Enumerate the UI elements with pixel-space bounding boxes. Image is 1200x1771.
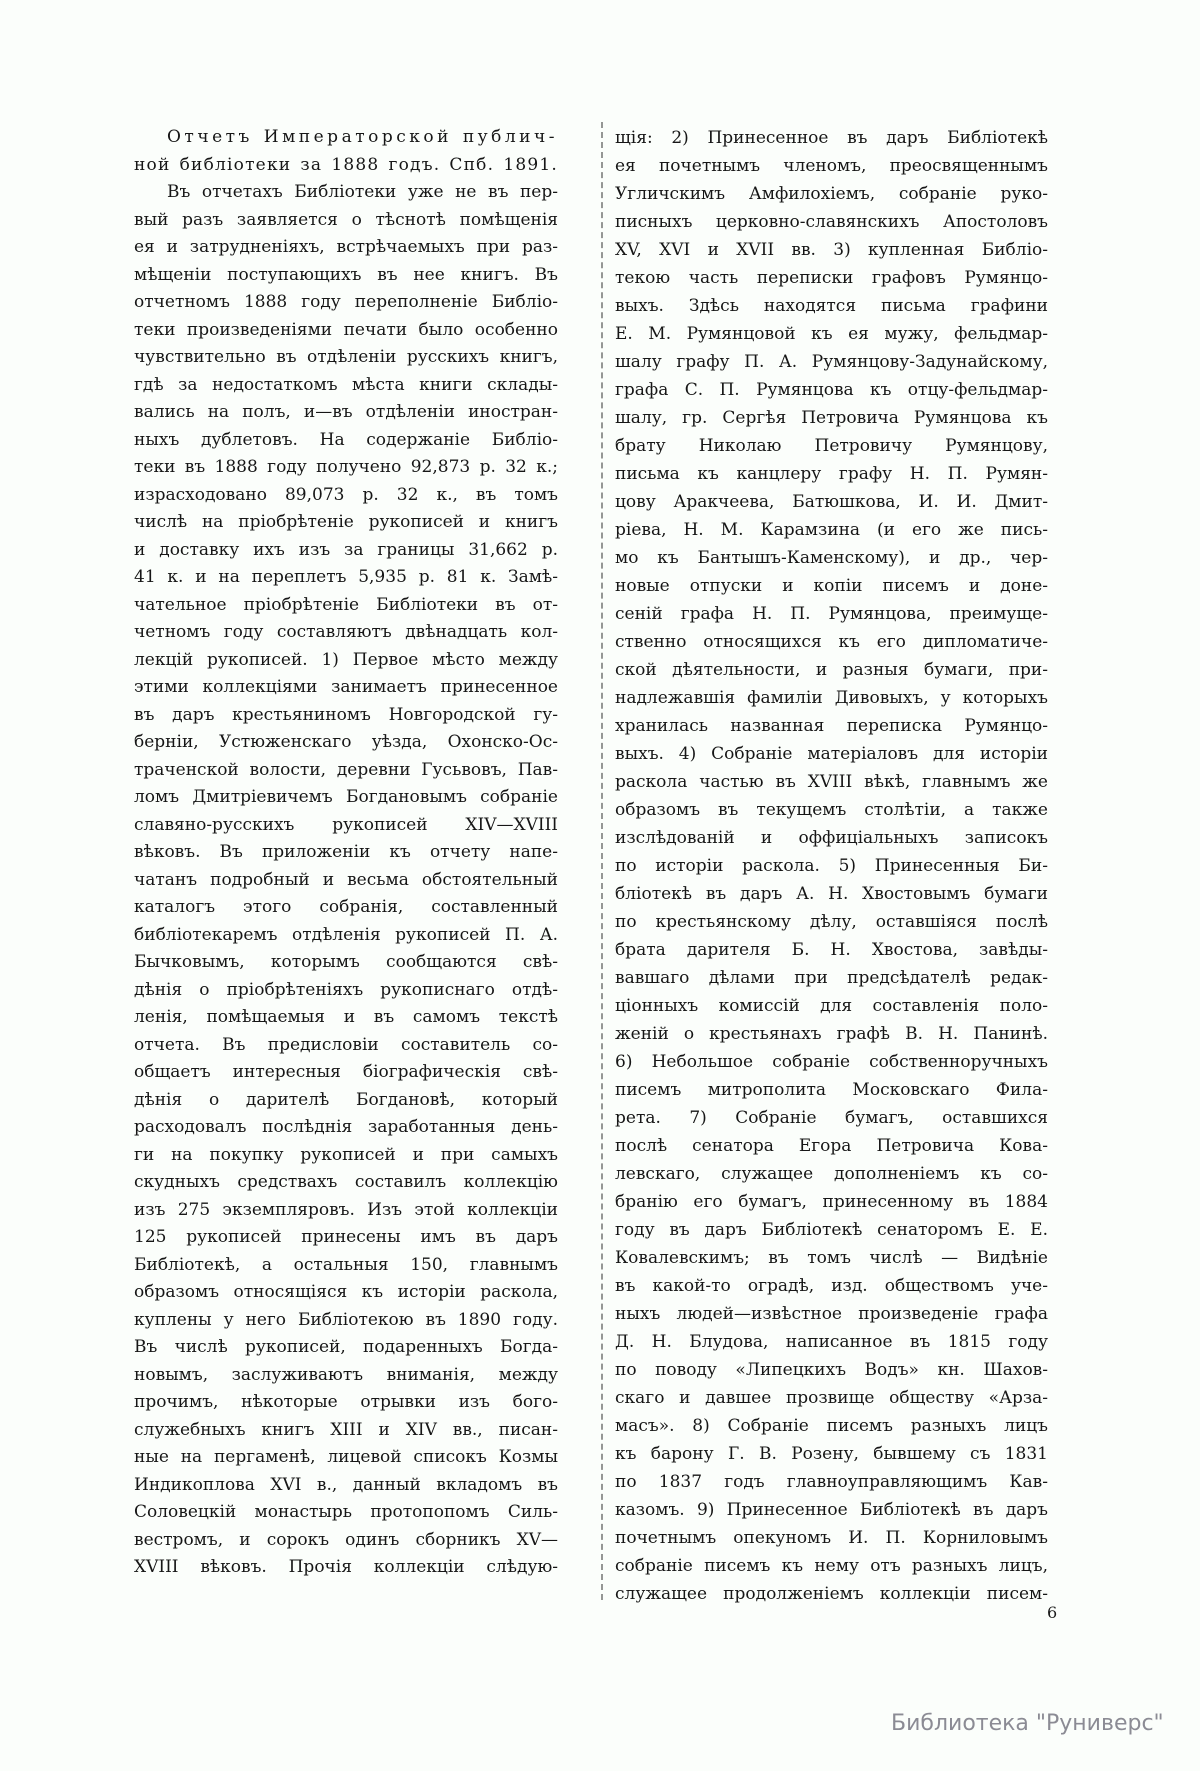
text-line: цову Аракчеева, Батюшкова, И. И. Дмит- (615, 492, 1048, 512)
text-line: каталогъ этого собранія, составленный (134, 897, 558, 917)
text-line: раскола частью въ XVIII вѣкѣ, главнымъ же (615, 772, 1048, 792)
text-line: Бычковымъ, которымъ сообщаются свѣ- (134, 952, 558, 972)
text-line: 41 к. и на переплетъ 5,935 р. 81 к. Замѣ- (134, 567, 558, 587)
text-line: 125 рукописей принесены имъ въ даръ (134, 1227, 558, 1247)
text-line: ломъ Дмитріевичемъ Богдановымъ собраніе (134, 787, 558, 807)
text-line: по крестьянскому дѣлу, оставшіяся послѣ (615, 912, 1048, 932)
text-line: хранилась названная переписка Румянцо- (615, 716, 1048, 736)
text-line: чатанъ подробный и весьма обстоятельный (134, 869, 558, 890)
text-line: общаетъ интересныя біографическія свѣ- (134, 1062, 558, 1082)
text-line: лекцій рукописей. 1) Первое мѣсто между (134, 649, 558, 670)
text-line: послѣ сенатора Егора Петровича Кова- (615, 1136, 1048, 1156)
text-line: дѣнія о дарителѣ Богдановѣ, который (134, 1089, 558, 1110)
text-line: надлежавшія фамиліи Дивовыхъ, у которыхъ (615, 688, 1048, 708)
text-line: траченской волости, деревни Гусьвовъ, Пав- (134, 759, 558, 780)
text-line: рета. 7) Собраніе бумагъ, оставшихся (615, 1108, 1048, 1128)
text-line: вались на полъ, и—въ отдѣленіи иностран- (134, 402, 558, 422)
text-line: писемъ митрополита Московскаго Фила- (615, 1080, 1048, 1100)
right-column (615, 124, 1048, 1608)
text-line: левскаго, служащее дополненіемъ къ со- (615, 1164, 1048, 1184)
text-line: дѣнія о пріобрѣтеніяхъ рукописнаго отдѣ- (134, 979, 558, 1000)
text-line: изъ 275 экземпляровъ. Изъ этой коллекціи (134, 1199, 558, 1220)
text-line: служебныхъ книгъ XIII и XIV вв., писан- (134, 1419, 558, 1440)
text-line: масъ». 8) Собраніе писемъ разныхъ лицъ (615, 1416, 1048, 1436)
text-line: ные на пергаменѣ, лицевой списокъ Козмы (134, 1447, 558, 1467)
text-line: чательное пріобрѣтеніе Библіотеки въ от- (134, 594, 558, 615)
text-line: библіотекаремъ отдѣленія рукописей П. А. (134, 924, 558, 945)
text-line: 6) Небольшое собраніе собственноручныхъ (615, 1052, 1048, 1072)
text-line: брату Николаю Петровичу Румянцову, (615, 436, 1048, 456)
text-line: и доставку ихъ изъ за границы 31,662 р. (134, 539, 558, 560)
text-line: въ даръ крестьяниномъ Новгородской гу- (134, 704, 558, 725)
text-line: куплены у него Библіотекою въ 1890 году. (134, 1309, 558, 1330)
text-line: ея и затрудненіяхъ, встрѣчаемыхъ при раз- (134, 237, 558, 257)
text-line: Ковалевскимъ; въ томъ числѣ — Видѣніе (615, 1248, 1048, 1268)
text-line: ціонныхъ комиссій для составленія поло- (615, 996, 1048, 1016)
text-line: ственно относящихся къ его дипломатиче- (615, 632, 1048, 652)
text-line: скудныхъ средствахъ составилъ коллекцію (134, 1172, 558, 1192)
text-line: вестромъ, и сорокъ одинъ сборникъ XV— (134, 1529, 558, 1550)
text-line: бліотекѣ въ даръ А. Н. Хвостовымъ бумаги (615, 884, 1048, 904)
text-line: ской дѣятельности, и разныя бумаги, при- (615, 660, 1048, 680)
signature-mark: 6 (1047, 1603, 1058, 1622)
text-line: служащее продолженіемъ коллекціи писем- (615, 1584, 1048, 1604)
article-title (134, 124, 558, 179)
text-line: письма къ канцлеру графу Н. П. Румян- (615, 464, 1048, 484)
right-column-text (615, 124, 1048, 1608)
text-line: по поводу «Липецкихъ Водъ» кн. Шахов- (615, 1360, 1048, 1380)
text-line: щія: 2) Принесенное въ даръ Библіотекѣ (615, 128, 1048, 148)
text-line: Индикоплова XVI в., данный вкладомъ въ (134, 1474, 558, 1495)
text-line: вый разъ заявляется о тѣснотѣ помѣщенія (134, 209, 558, 230)
text-line: прочимъ, нѣкоторые отрывки изъ бого- (134, 1392, 558, 1412)
text-line: Въ числѣ рукописей, подаренныхъ Богда- (134, 1337, 558, 1357)
text-line: къ барону Г. В. Розену, бывшему съ 1831 (615, 1444, 1048, 1464)
text-line: новые отпуски и копіи писемъ и доне- (615, 576, 1048, 596)
text-line: въ какой-то оградѣ, изд. обществомъ уче- (615, 1276, 1048, 1296)
text-line: ріева, Н. М. Карамзина (и его же пись- (615, 520, 1048, 540)
text-line: казомъ. 9) Принесенное Библіотекѣ въ даръ (615, 1500, 1048, 1520)
text-line: почетнымъ опекуномъ И. П. Корниловымъ (615, 1528, 1048, 1548)
text-line: новымъ, заслуживаютъ вниманія, между (134, 1364, 558, 1385)
text-line: XVIII вѣковъ. Прочія коллекціи слѣдую- (134, 1557, 558, 1577)
text-line: берніи, Устюженскаго уѣзда, Охонско-Ос- (134, 732, 558, 752)
text-line: выхъ. 4) Собраніе матеріаловъ для исторіи (615, 744, 1048, 764)
text-line: по 1837 годъ главноуправляющимъ Кав- (615, 1472, 1048, 1492)
text-line: израсходовано 89,073 р. 32 к., въ томъ (134, 484, 558, 505)
text-line: текою часть переписки графовъ Румянцо- (615, 268, 1048, 288)
text-line: сеній графа Н. П. Румянцова, преимуще- (615, 604, 1048, 624)
text-line: расходовалъ послѣднія заработанныя день- (134, 1117, 558, 1137)
runivers-watermark-label: Библиотека "Руниверс" (891, 1711, 1164, 1736)
text-line: по исторіи раскола. 5) Принесенныя Би- (615, 856, 1048, 876)
text-line: женій о крестьянахъ графѣ В. Н. Панинѣ. (615, 1024, 1048, 1044)
title-line: Отчетъ Императорской публич- (167, 127, 558, 147)
text-line: отчетномъ 1888 году переполненіе Библіо- (134, 292, 558, 312)
text-line: году въ даръ Библіотекѣ сенаторомъ Е. Е. (615, 1220, 1048, 1240)
text-line: отчета. Въ предисловіи составитель со- (134, 1034, 558, 1055)
text-line: четномъ году составляютъ двѣнадцать кол- (134, 622, 558, 642)
text-line: изслѣдованій и оффиціальныхъ записокъ (615, 828, 1048, 848)
text-line: ленія, помѣщаемыя и въ самомъ текстѣ (134, 1007, 558, 1027)
text-line: образомъ относящіяся къ исторіи раскола, (134, 1282, 558, 1302)
text-line: мо къ Бантышъ-Каменскому), и др., чер- (615, 548, 1048, 568)
text-line: Е. М. Румянцовой къ ея мужу, фельдмар- (615, 324, 1048, 344)
text-line: ныхъ дублетовъ. На содержаніе Библіо- (134, 429, 558, 450)
text-line: Библіотекѣ, а остальныя 150, главнымъ (134, 1254, 558, 1275)
text-line: графа С. П. Румянцова къ отцу-фельдмар- (615, 380, 1048, 400)
text-line: выхъ. Здѣсь находятся письма графини (615, 296, 1048, 316)
text-line: Д. Н. Блудова, написанное въ 1815 году (615, 1332, 1048, 1352)
text-line: вавшаго дѣлами при предсѣдателѣ редак- (615, 968, 1048, 988)
left-column (134, 124, 558, 1582)
text-line: собраніе писемъ къ нему отъ разныхъ лицъ, (615, 1556, 1048, 1576)
text-line: чувствительно въ отдѣленіи русскихъ книгъ, (134, 347, 558, 367)
text-line: писныхъ церковно-славянскихъ Апостоловъ (615, 212, 1048, 232)
column-divider-rule (601, 122, 603, 1600)
left-column-text (134, 179, 558, 1582)
text-line: Въ отчетахъ Библіотеки уже не въ пер- (167, 182, 558, 202)
text-line: теки произведеніями печати было особенно (134, 319, 558, 340)
text-line: мѣщеніи поступающихъ въ нее книгъ. Въ (134, 264, 558, 285)
text-line: шалу графу П. А. Румянцову-Задунайскому, (615, 352, 1048, 372)
text-line: ги на покупку рукописей и при самыхъ (134, 1144, 558, 1165)
text-line: этими коллекціями занимаетъ принесенное (134, 677, 558, 697)
title-line: ной библіотеки за 1888 годъ. Спб. 1891. (134, 154, 558, 175)
text-line: гдѣ за недостаткомъ мѣста книги склады- (134, 374, 558, 395)
text-line: образомъ въ текущемъ столѣтіи, а также (615, 800, 1048, 820)
text-line: шалу, гр. Сергѣя Петровича Румянцова къ (615, 408, 1048, 428)
text-line: бранію его бумагъ, принесенному въ 1884 (615, 1192, 1048, 1212)
text-line: вѣковъ. Въ приложеніи къ отчету напе- (134, 842, 558, 862)
text-line: Соловецкій монастырь протопопомъ Силь- (134, 1502, 558, 1522)
text-line: славяно-русскихъ рукописей XIV—XVIII (134, 814, 558, 835)
text-line: Угличскимъ Амфилохіемъ, собраніе руко- (615, 184, 1048, 204)
text-line: XV, XVI и XVII вв. 3) купленная Библіо- (615, 240, 1048, 260)
text-line: теки въ 1888 году получено 92,873 р. 32 к.; (134, 457, 558, 477)
text-line: числѣ на пріобрѣтеніе рукописей и книгъ (134, 512, 558, 532)
text-line: брата дарителя Б. Н. Хвостова, завѣды- (615, 940, 1048, 960)
text-line: ныхъ людей—извѣстное произведеніе графа (615, 1304, 1048, 1324)
text-line: скаго и давшее прозвище обществу «Арза- (615, 1388, 1048, 1408)
text-line: ея почетнымъ членомъ, преосвященнымъ (615, 156, 1048, 176)
